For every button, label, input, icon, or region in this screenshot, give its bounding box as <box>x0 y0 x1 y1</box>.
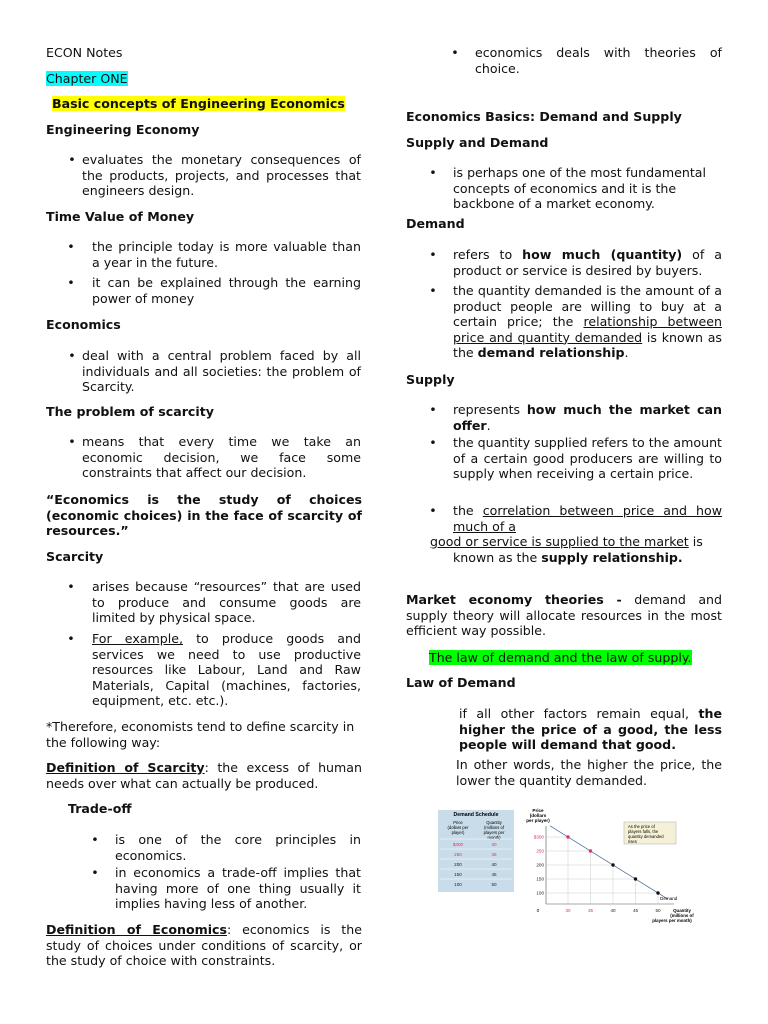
heading-engineering-economy: Engineering Economy <box>46 122 200 137</box>
table-cell-price: 200 <box>454 862 462 867</box>
bullet-icon: • <box>429 165 437 180</box>
supply-bullet-3-line-b: good or service is supplied to the market is <box>430 534 703 549</box>
economics-quote: “Economics is the study of choices (economic choices) in the face of scarcity of resources.” <box>46 492 362 539</box>
scarcity-bullet-1: arises because “resources” that are used to produce and consume goods are limited by physical space. <box>92 579 361 626</box>
table-cell-price: 150 <box>454 872 462 877</box>
tradeoff-bullet-2: in economics a trade-off implies that having more of one thing usually it implies having less of another. <box>115 865 361 912</box>
x-tick-label: 45 <box>632 908 639 913</box>
y-tick-label: 100 <box>536 890 544 896</box>
economics-bullet: deal with a central problem faced by all individuals and all societies: the problem of Scarcity. <box>82 348 361 395</box>
supply-bullet-1: represents how much the market can offer. <box>453 402 722 433</box>
demand-series-label: Demand <box>660 896 678 901</box>
bullet-icon: • <box>67 631 75 646</box>
heading-supply-demand: Supply and Demand <box>406 135 549 150</box>
bullet-icon: • <box>429 435 437 450</box>
y-tick-labels <box>534 835 545 896</box>
definition-scarcity: Definition of Scarcity: the excess of human needs over what can actually be produced. <box>46 760 362 791</box>
demand-schedule-table-bg <box>438 810 514 892</box>
heading-scarcity-problem: The problem of scarcity <box>46 404 214 419</box>
demand-point <box>634 877 637 880</box>
x-tick-label: 35 <box>587 908 594 913</box>
heading-law-of-demand: Law of Demand <box>406 675 516 690</box>
demand-bullet-1: refers to how much (quantity) of a product or service is desired by buyers. <box>453 247 722 278</box>
bullet-icon: • <box>91 832 99 847</box>
table-cell-quantity: 40 <box>491 862 497 867</box>
law-highlight: The law of demand and the law of supply. <box>429 650 692 665</box>
scarcity-bullet-2: For example, to produce goods and services we need to use productive resources like Labour, Land and Raw Materials, Capital (machines, factories, equipment, etc. etc.). <box>92 631 361 709</box>
x-tick-label: 40 <box>610 908 616 913</box>
annotation-text: As the price of players falls, the quantity demanded rises <box>628 824 664 844</box>
bullet-icon: • <box>429 247 437 262</box>
demand-point <box>589 849 592 852</box>
table-cell-quantity: 50 <box>491 882 497 887</box>
demand-bullet-2: the quantity demanded is the amount of a product people are willing to buy at a certain price; the relationship between price and quantity demanded is known as the demand relationship. <box>453 283 722 361</box>
doc-title: ECON Notes <box>46 45 123 60</box>
y-tick-label: $300 <box>533 834 544 840</box>
table-cell-price: 250 <box>454 852 462 857</box>
x-tick-labels <box>565 908 661 913</box>
bullet-icon: • <box>451 45 459 60</box>
main-heading: Basic concepts of Engineering Economics <box>52 96 345 111</box>
heading-time-value: Time Value of Money <box>46 209 195 224</box>
demand-point <box>566 835 569 838</box>
heading-demand: Demand <box>406 216 465 231</box>
y-tick-label: 150 <box>536 876 544 882</box>
time-value-bullet-1: the principle today is more valuable than a year in the future. <box>92 239 361 270</box>
table-cell-price: 100 <box>454 882 462 887</box>
heading-scarcity: Scarcity <box>46 549 104 564</box>
demand-chart-svg <box>438 804 696 932</box>
bullet-icon: • <box>67 579 75 594</box>
y-axis-label: Price (dollars per player) <box>526 808 550 823</box>
bullet-icon: • <box>68 348 76 363</box>
demand-point <box>611 863 614 866</box>
y-tick-label: 200 <box>536 862 544 868</box>
supply-bullet-3-line-a: the correlation between price and how much of a <box>453 503 723 534</box>
table-cell-quantity: 30 <box>491 842 497 847</box>
therefore-text: *Therefore, economists tend to define scarcity in the following way: <box>46 719 355 750</box>
bullet-icon: • <box>91 865 99 880</box>
law-demand-bullet-1: if all other factors remain equal, the higher the price of a good, the less people will demand that good. <box>459 706 722 753</box>
heading-tradeoff: Trade-off <box>68 801 132 816</box>
demand-chart <box>438 804 696 932</box>
bullet-icon: • <box>68 152 76 167</box>
time-value-bullet-2: it can be explained through the earning power of money <box>92 275 361 306</box>
x-tick-label: 30 <box>565 908 571 913</box>
bullet-icon: • <box>429 283 437 298</box>
law-demand-bullet-2: In other words, the higher the price, the lower the quantity demanded. <box>456 757 722 788</box>
table-header-quantity: Quantity (millions of players per month) <box>483 820 505 840</box>
origin-label: 0 <box>536 909 540 914</box>
y-tick-label: 250 <box>536 848 544 854</box>
heading-economics: Economics <box>46 317 121 332</box>
bullet-icon: • <box>67 275 75 290</box>
bullet-icon: • <box>429 503 437 518</box>
bullet-icon: • <box>429 402 437 417</box>
x-axis-label: Quantity (millions of players per month) <box>652 908 694 923</box>
table-title: Demand Schedule <box>453 812 499 818</box>
supply-bullet-3-line-c: known as the supply relationship. <box>453 550 683 565</box>
x-tick-label: 50 <box>655 908 661 913</box>
tradeoff-bullet-1: is one of the core principles in economics. <box>115 832 361 863</box>
supply-demand-bullet: is perhaps one of the most fundamental concepts of economics and it is the backbone of a market economy. <box>453 165 707 212</box>
choice-theory-bullet: economics deals with theories of choice. <box>475 45 722 76</box>
chart-gridlines <box>546 837 658 904</box>
market-economy-theories: Market economy theories - demand and supply theory will allocate resources in the most efficient way possible. <box>406 592 723 639</box>
definition-economics: Definition of Economics: economics is the study of choices under conditions of scarcity, or the study of choice with constraints. <box>46 922 362 969</box>
table-header-price: Price (dollars per player) <box>447 820 469 835</box>
table-cell-price: $300 <box>452 842 464 847</box>
heading-supply: Supply <box>406 372 455 387</box>
table-cell-quantity: 45 <box>491 872 497 877</box>
heading-econ-basics: Economics Basics: Demand and Supply <box>406 109 682 124</box>
scarcity-problem-bullet: means that every time we take an economic decision, we face some constraints that affect our decision. <box>82 434 361 481</box>
bullet-icon: • <box>67 239 75 254</box>
table-cell-quantity: 35 <box>491 852 497 857</box>
supply-bullet-2: the quantity supplied refers to the amount of a certain good producers are willing to supply when receiving a certain price. <box>453 435 722 482</box>
chapter-label: Chapter ONE <box>46 71 128 86</box>
bullet-icon: • <box>68 434 76 449</box>
engineering-economy-bullet: evaluates the monetary consequences of the products, projects, and processes that engineers design. <box>82 152 361 199</box>
demand-point <box>656 891 659 894</box>
